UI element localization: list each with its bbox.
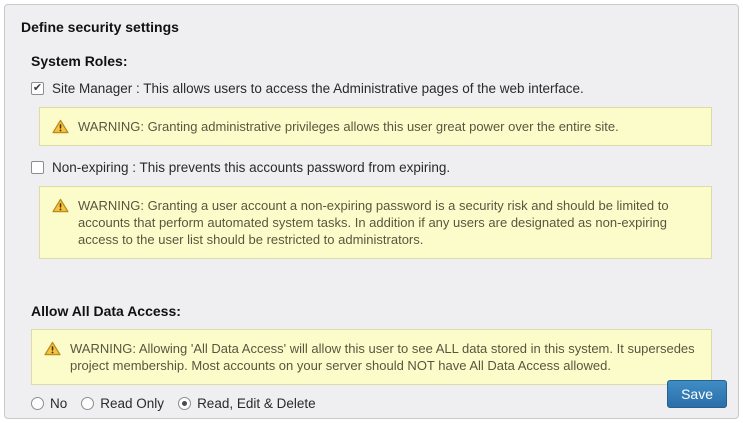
- non-expiring-row: [31, 160, 712, 175]
- site-manager-checkbox[interactable]: ✔: [32, 82, 43, 94]
- non-expiring-checkbox[interactable]: [31, 161, 44, 174]
- system-roles-heading: System Roles:: [31, 53, 128, 69]
- all-data-access-options: [31, 396, 712, 411]
- warning-triangle-icon: [52, 198, 69, 213]
- all-data-access-heading: Allow All Data Access:: [31, 303, 181, 319]
- non-expiring-label: Non-expiring : This prevents this accounts password from expiring.: [52, 160, 451, 175]
- site-manager-row: [31, 81, 712, 96]
- read-only-radio[interactable]: [81, 397, 94, 410]
- all-data-access-warning-text: WARNING: Allowing 'All Data Access' will allow this user to see ALL data stored in this system. It supersedes project membership. Most accounts on your server should NOT have All Data Access allowed.: [70, 341, 695, 373]
- all-data-access-section: [31, 303, 712, 411]
- read-edit-delete-radio-label: Read, Edit & Delete: [197, 396, 316, 411]
- security-settings-panel: [4, 4, 739, 419]
- option-read-edit-delete: [178, 396, 316, 411]
- option-no: [31, 396, 67, 411]
- system-roles-section: [31, 53, 712, 259]
- section-spacer: [19, 271, 724, 303]
- read-only-radio-label: Read Only: [100, 396, 165, 411]
- read-edit-delete-radio[interactable]: [178, 397, 191, 410]
- no-radio-label: No: [50, 396, 68, 411]
- save-button[interactable]: Save: [667, 380, 727, 408]
- warning-triangle-icon: [52, 119, 69, 134]
- non-expiring-warning-text: WARNING: Granting a user account a non-expiring password is a security risk and should be limited to accounts that perform automated system tasks. In addition if any users are designated as non-expiring access to the user list should be restricted to administrators.: [78, 198, 669, 247]
- all-data-access-warning-banner: [31, 329, 712, 385]
- warning-triangle-icon: [44, 341, 61, 356]
- page-title: Define security settings: [21, 19, 179, 35]
- no-radio[interactable]: [31, 397, 44, 410]
- site-manager-label: Site Manager : This allows users to access the Administrative pages of the web interface.: [52, 81, 584, 96]
- site-manager-warning-text: WARNING: Granting administrative privileges allows this user great power over the entire site.: [78, 119, 619, 134]
- option-read-only: [81, 396, 164, 411]
- site-manager-warning-banner: [39, 107, 712, 146]
- non-expiring-warning-banner: [39, 186, 712, 259]
